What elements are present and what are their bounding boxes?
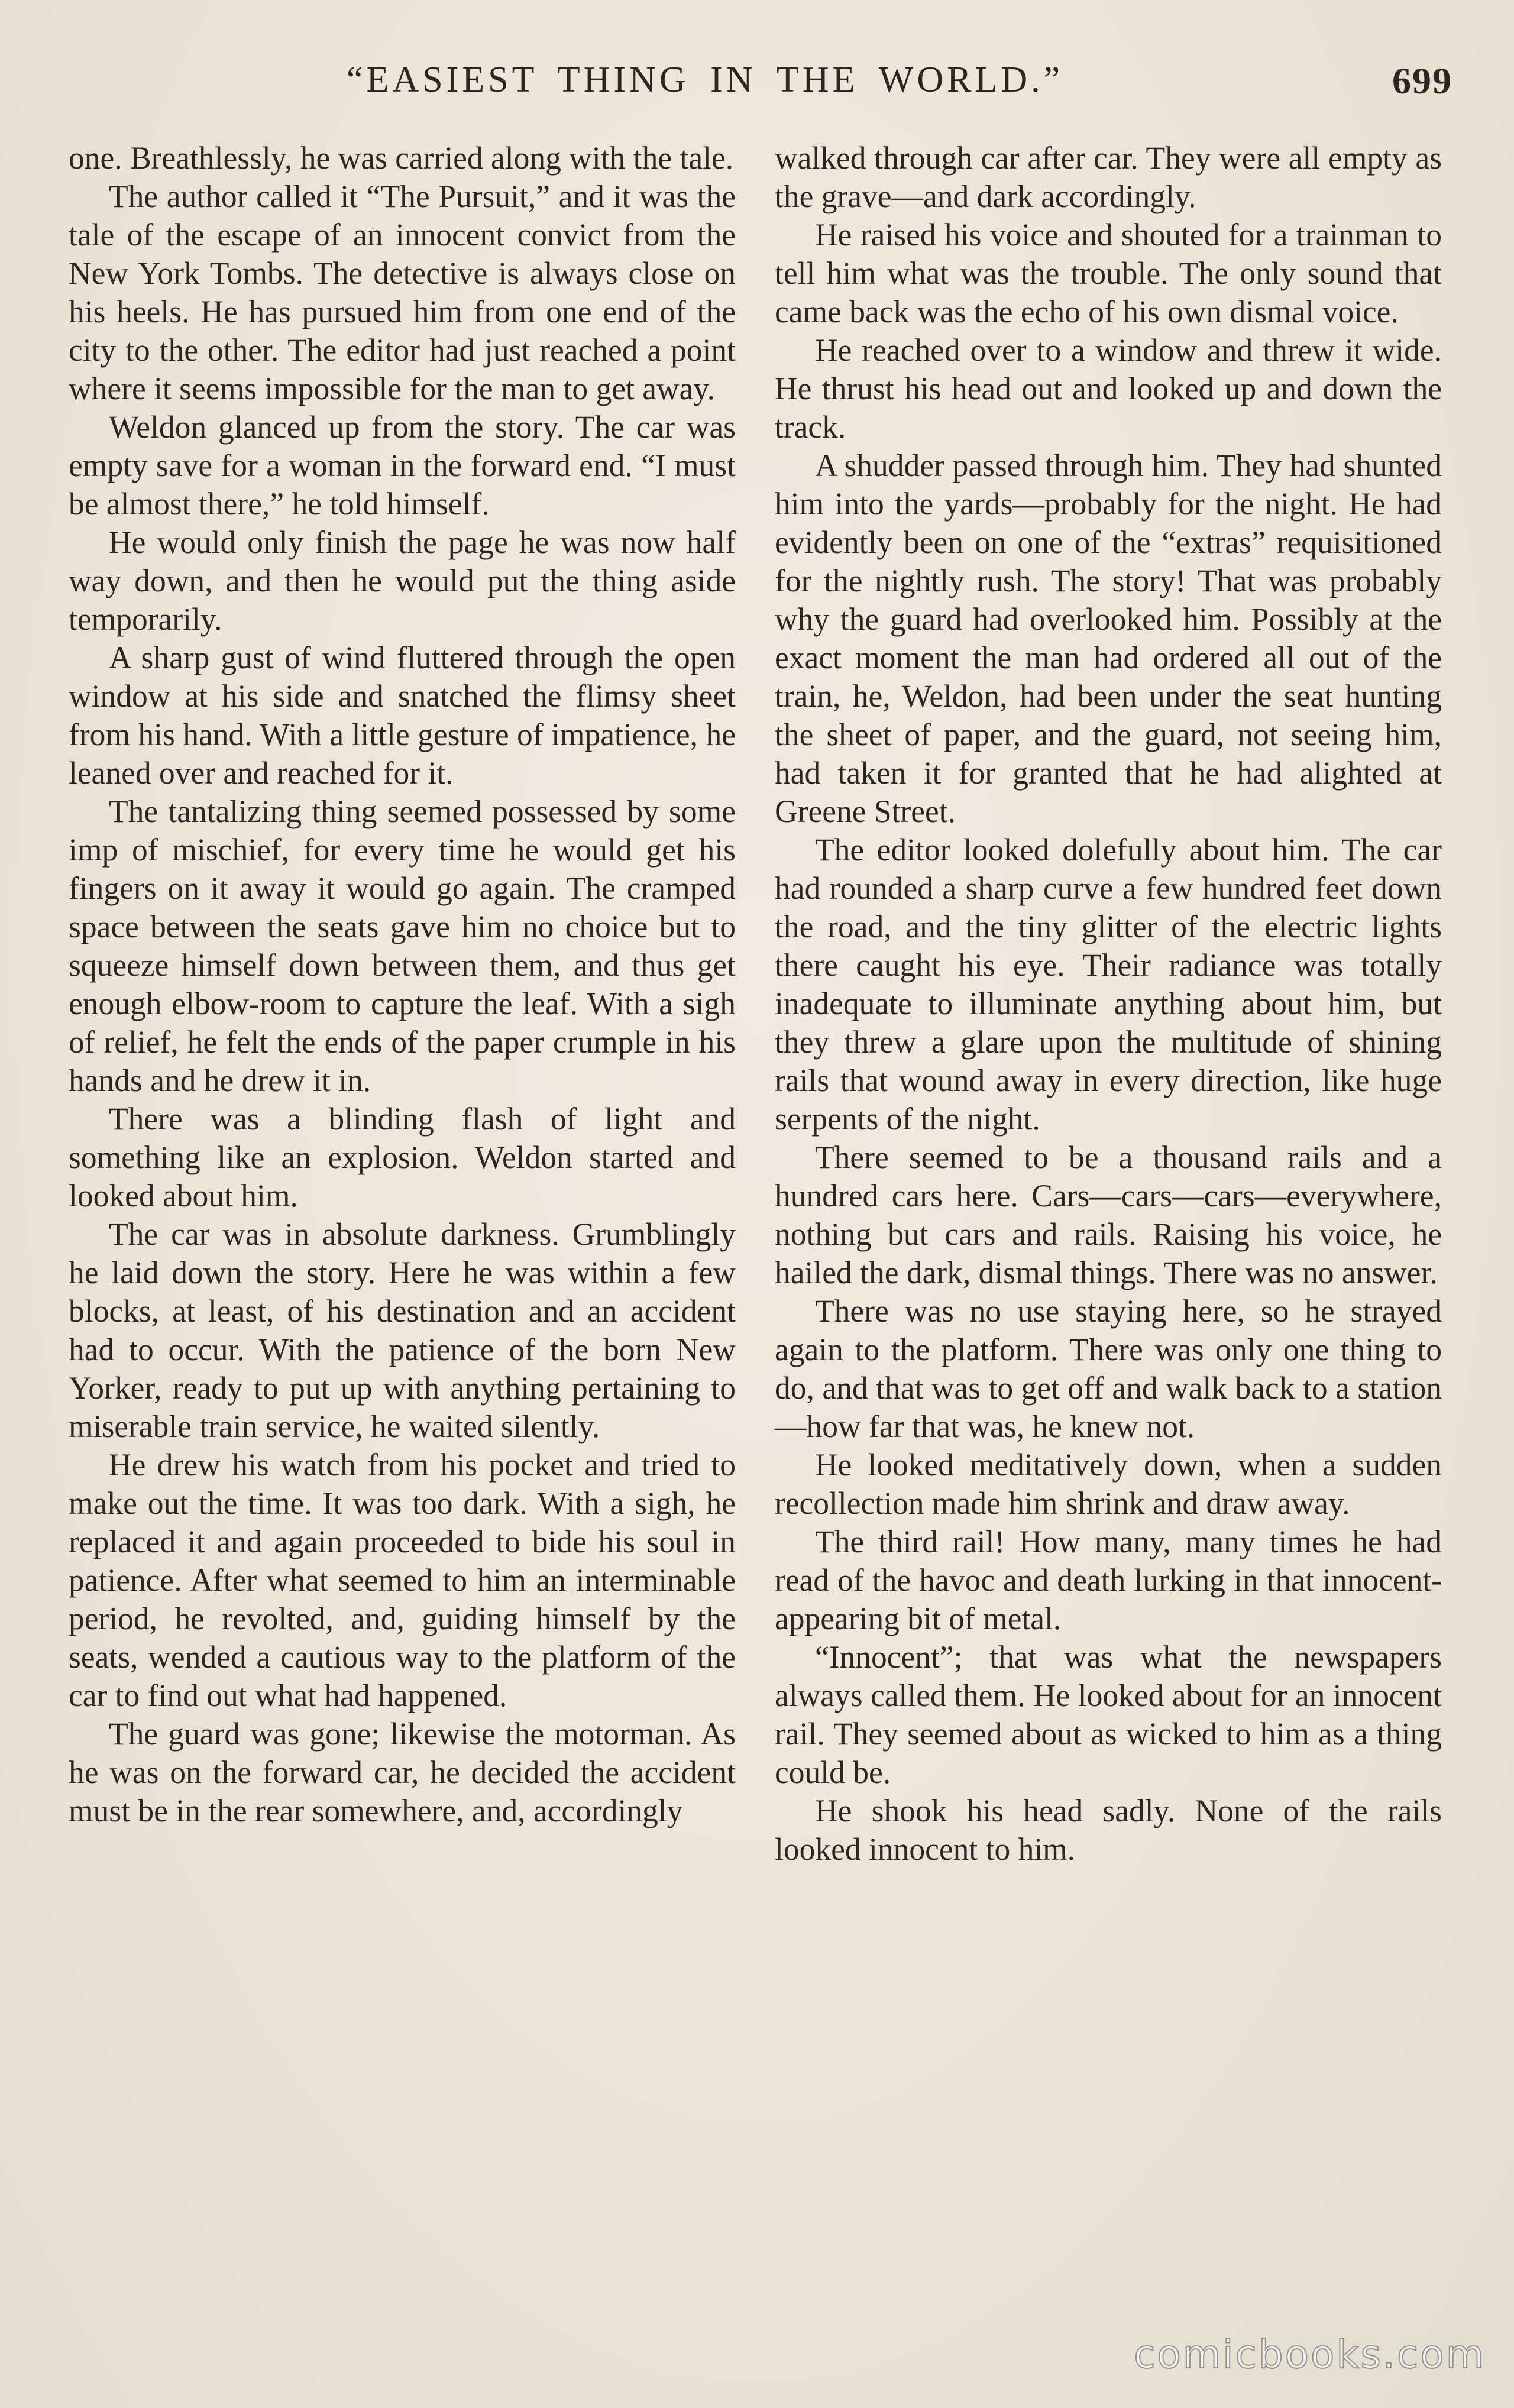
paragraph: He raised his voice and shouted for a trainman to tell him what was the trouble. The only sound that came back was the echo of his own dismal voice. [775,217,1442,329]
paragraph: “Innocent”; that was what the newspapers always called them. He looked about for an innocent rail. They seemed about as wicked to him as a thing could be. [775,1639,1442,1790]
paragraph: The car was in absolute darkness. Grumblingly he laid down the story. Here he was within a few blocks, at least, of his destination and an accident had to occur. With the patience of the born New Yorker, ready to put up with anything pertaining to miserable train service, he waited silently. [69,1216,736,1444]
page-number: 699 [1392,60,1452,102]
paragraph: He looked meditatively down, when a sudden recollection made him shrink and draw away. [775,1447,1442,1521]
paragraph: He would only finish the page he was now half way down, and then he would put the thing aside temporarily. [69,525,736,637]
paragraph: There seemed to be a thousand rails and a hundred cars here. Cars—cars—cars—everywhere, nothing but cars and rails. Raising his voice, he hailed the dark, dismal things. There was no answer. [775,1140,1442,1290]
paragraph: The tantalizing thing seemed possessed by some imp of mischief, for every time he would get his fingers on it away it would go again. The cramped space between the seats gave him no choice but to squeeze himself down between them, and thus get enough elbow-room to capture the leaf. With a sigh of relief, he felt the ends of the paper crumple in his hands and he drew it in. [69,794,736,1098]
paragraph: He reached over to a window and threw it wide. He thrust his head out and looked up and down the track. [775,332,1442,445]
paragraph: one. Breathlessly, he was carried along with the tale. [69,140,734,176]
paragraph: He shook his head sadly. None of the rails looked innocent to him. [775,1793,1442,1867]
right-column [775,139,1442,1869]
watermark: comicbooks.com [1134,2332,1486,2377]
paragraph: He drew his watch from his pocket and tried to make out the time. It was too dark. With a sigh, he replaced it and again proceeded to bide his soul in patience. After what seemed to him an interminable period, he revolted, and, guiding himself by the seats, wended a cautious way to the platform of the car to find out what had happened. [69,1447,736,1713]
paragraph: The editor looked dolefully about him. The car had rounded a sharp curve a few hundred feet down the road, and the tiny glitter of the electric lights there caught his eye. Their radiance was totally inadequate to illuminate anything about him, but they threw a glare upon the multitude of shining rails that wound away in every direction, like huge serpents of the night. [775,832,1442,1137]
paragraph: A shudder passed through him. They had shunted him into the yards—probably for the night. He had evidently been on one of the “extras” requisitioned for the nightly rush. The story! That was probably why the guard had overlooked him. Possibly at the exact moment the man had ordered all out of the train, he, Weldon, had been under the seat hunting the sheet of paper, and the guard, not seeing him, had taken it for granted that he had alighted at Greene Street. [775,448,1442,829]
paragraph: Weldon glanced up from the story. The car was empty save for a woman in the forward end. “I must be almost there,” he told himself. [69,409,736,522]
paragraph: There was a blinding flash of light and something like an explosion. Weldon started and looked about him. [69,1101,736,1213]
paragraph: The author called it “The Pursuit,” and it was the tale of the escape of an innocent convict from the New York Tombs. The detective is always close on his heels. He has pursued him from one end of the city to the other. The editor had just reached a point where it seems impossible for the man to get away. [69,179,736,406]
page-header [69,59,1452,106]
paragraph: The third rail! How many, many times he had read of the havoc and death lurking in that innocent-appearing bit of metal. [775,1524,1442,1636]
paragraph: There was no use staying here, so he strayed again to the platform. There was only one thing to do, and that was to get off and walk back to a station—how far that was, he knew not. [775,1293,1442,1444]
paragraph: A sharp gust of wind fluttered through the open window at his side and snatched the flimsy sheet from his hand. With a little gesture of impatience, he leaned over and reached for it. [69,640,736,791]
paragraph: The guard was gone; likewise the motorman. As he was on the forward car, he decided the accident must be in the rear somewhere, and, accordingly [69,1716,736,1828]
paragraph: walked through car after car. They were all empty as the grave—and dark accordingly. [775,140,1442,214]
left-column [69,139,736,1830]
running-title: “EASIEST THING IN THE WORLD.” [347,60,1064,100]
